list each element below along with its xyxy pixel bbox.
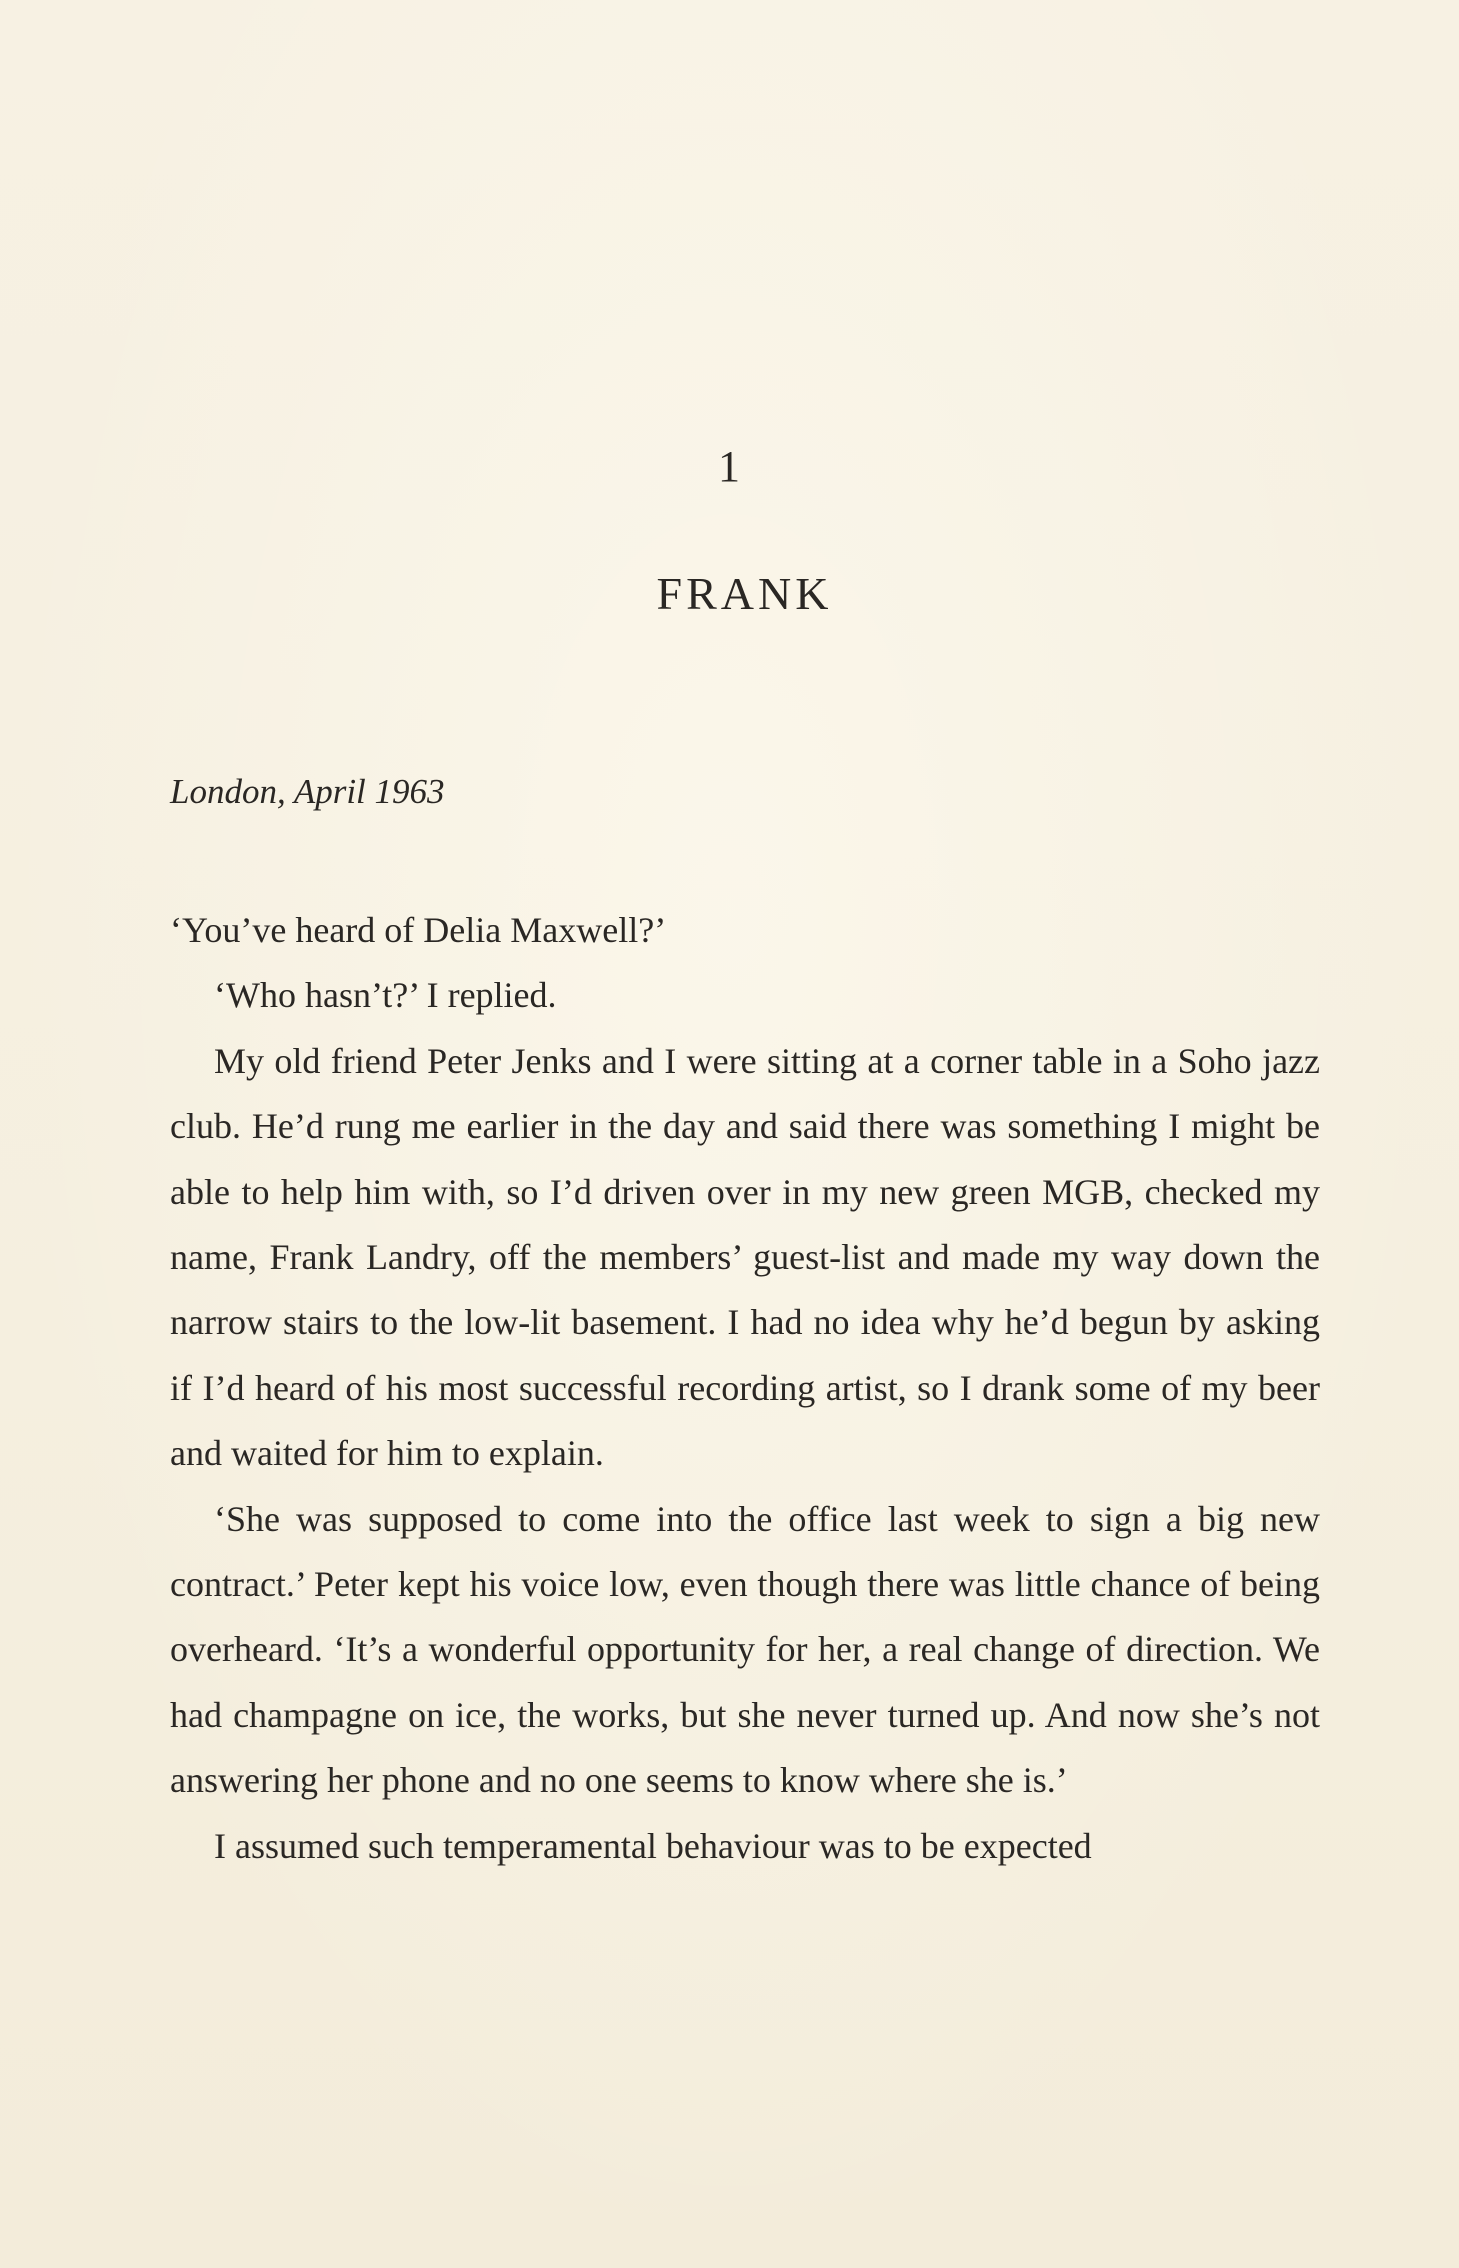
paragraph: My old friend Peter Jenks and I were sitting at a corner table in a Soho jazz club. He’d rung me earlier in the day and said there was something I might be able to help him with, so I’d driven over in my new green MGB, checked my name, Frank Landry, off the members’ guest-list and made my way down the narrow stairs to the low-lit basement. I had no idea why he’d begun by asking if I’d heard of his most successful recording artist, so I drank some of my beer and waited for him to explain. — [170, 1040, 1320, 1474]
paragraph: ‘She was supposed to come into the office last week to sign a big new contract.’ Peter kept his voice low, even though there was little chance of being overheard. ‘It’s a wonderful opportunity for her, a real change of direction. We had champagne on ice, the works, but she never turned up. And now she’s not answering her phone and no one seems to know where she is.’ — [170, 1498, 1320, 1801]
paragraph: ‘Who hasn’t?’ I replied. — [214, 975, 557, 1016]
paragraph: ‘You’ve heard of Delia Maxwell?’ — [170, 910, 667, 950]
chapter-number: 1 — [718, 442, 741, 491]
dateline: London, April 1963 — [170, 772, 445, 811]
chapter-title: FRANK — [656, 568, 833, 619]
body-text — [170, 898, 1320, 1879]
paragraph: I assumed such temperamental behaviour was to be expected — [214, 1825, 1092, 1866]
